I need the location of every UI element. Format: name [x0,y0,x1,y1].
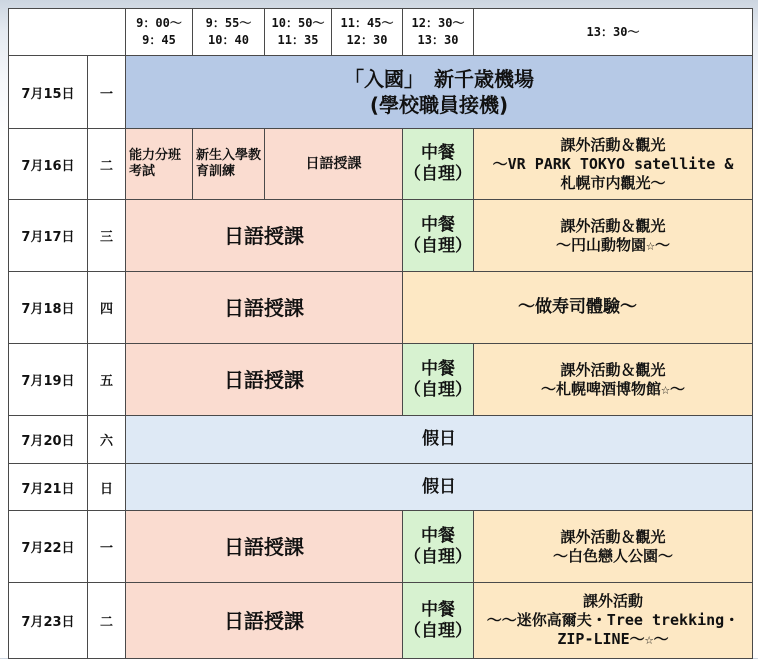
time-slot-4: 11：45～ 12：30 [332,9,403,56]
row-weekday: 四 [88,272,126,344]
schedule-table [8,8,753,659]
header-corner [9,9,126,56]
lunch-cell: 中餐 （自理） [403,511,474,583]
lunch-cell: 中餐 （自理） [403,583,474,659]
time-slot-afternoon: 13：30～ [474,9,753,56]
row-weekday: 五 [88,344,126,416]
row-date: 7月19日 [9,344,88,416]
row-weekday: 一 [88,511,126,583]
holiday-cell: 假日 [126,464,753,511]
activity-cell: 課外活動＆觀光 ～札幌啤酒博物館☆～ [474,344,753,416]
row-date: 7月18日 [9,272,88,344]
schedule-row [9,464,753,511]
schedule-row [9,511,753,583]
sushi-activity-cell: ～做寿司體驗～ [403,272,753,344]
japanese-class-cell: 日語授課 [126,583,403,659]
time-slot-5: 12：30～ 13：30 [403,9,474,56]
japanese-class-cell: 日語授課 [126,272,403,344]
japanese-class-cell: 日語授課 [265,129,403,200]
row-date: 7月23日 [9,583,88,659]
schedule-row [9,200,753,272]
arrival-subtitle: (學校職員接機) [369,93,509,117]
lunch-cell: 中餐 （自理） [403,344,474,416]
time-slot-3: 10：50～ 11：35 [265,9,332,56]
row-weekday: 二 [88,583,126,659]
arrival-title: 「入國」 新千歳機場 [344,67,534,91]
japanese-class-cell: 日語授課 [126,511,403,583]
japanese-class-cell: 日語授課 [126,344,403,416]
schedule-row [9,129,753,200]
row-date: 7月15日 [9,56,88,129]
schedule-row [9,344,753,416]
row-weekday: 六 [88,416,126,464]
row-date: 7月16日 [9,129,88,200]
row-date: 7月20日 [9,416,88,464]
holiday-cell: 假日 [126,416,753,464]
row-date: 7月22日 [9,511,88,583]
orientation-cell: 新生入學教育訓練 [193,129,265,200]
placement-test-cell: 能力分班考試 [126,129,193,200]
time-slot-1: 9：00～ 9：45 [126,9,193,56]
row-date: 7月21日 [9,464,88,511]
lunch-cell: 中餐 （自理） [403,129,474,200]
header-row [9,9,753,56]
arrival-cell [126,56,753,129]
activity-cell: 課外活動＆觀光 ～円山動物園☆～ [474,200,753,272]
schedule-row [9,416,753,464]
schedule-row [9,272,753,344]
time-slot-2: 9：55～ 10：40 [193,9,265,56]
lunch-cell: 中餐 （自理） [403,200,474,272]
schedule-row [9,56,753,129]
activity-cell: 課外活動＆觀光 ～VR PARK TOKYO satellite & 札幌市内觀光～ [474,129,753,200]
row-weekday: 三 [88,200,126,272]
row-weekday: 二 [88,129,126,200]
activity-cell: 課外活動＆觀光 ～白色戀人公園～ [474,511,753,583]
schedule-row [9,583,753,659]
activity-cell: 課外活動 ～～迷你高爾夫・Tree trekking・ ZIP-LINE～☆～ [474,583,753,659]
row-date: 7月17日 [9,200,88,272]
row-weekday: 日 [88,464,126,511]
row-weekday: 一 [88,56,126,129]
japanese-class-cell: 日語授課 [126,200,403,272]
